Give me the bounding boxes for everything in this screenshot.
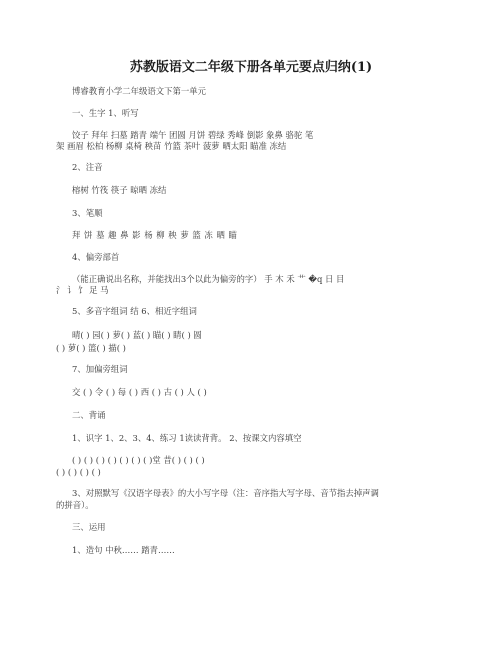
document-title: 苏教版语文二年级下册各单元要点归纳(1) <box>129 60 373 75</box>
pinyin-words: 榕树 竹筏 筷子 晾晒 冻结 <box>72 185 167 195</box>
dictation-line-2: 架 画眉 松柏 杨柳 桌椅 秧苗 竹篮 茶叶 菠萝 晒太阳 瞄准 冻结 <box>56 141 287 151</box>
recite-line-3a: 3、对照默写《汉语字母表》的大小写字母（注：音序指大写字母、音节指去掉声调 <box>72 488 379 498</box>
similar-words-line-1: 晴( ) 园( ) 萝( ) 蓝( ) 瞄( ) 睛( ) 圆 <box>72 330 202 340</box>
stroke-order-chars: 拜 饼 墓 趣 鼻 影 杨 柳 秧 萝 篮 冻 晒 瞄 <box>72 230 238 240</box>
similar-words-line-2: ( ) 萝( ) 篮( ) 描( ) <box>56 343 126 353</box>
dictation-line-1: 饺子 拜年 扫墓 踏青 端午 团圆 月饼 碧绿 秀峰 倒影 象鼻 骆驼 笔 <box>72 130 314 140</box>
section-3-heading: 3、笔顺 <box>72 208 103 218</box>
section-5-heading: 5、多音字组词 结 6、相近字组词 <box>72 306 197 316</box>
radical-add-line: 交 ( ) 令 ( ) 每 ( ) 西 ( ) 古 ( ) 人 ( ) <box>72 387 207 397</box>
use-heading: 三、运用 <box>72 522 106 532</box>
subtitle: 博睿教育小学二年级语文下第一单元 <box>72 86 206 96</box>
section-1-heading: 一、生字 1、听写 <box>72 108 139 118</box>
use-line-1: 1、造句 中秋…… 踏青…… <box>72 545 175 555</box>
radicals-line-2: 氵 讠 饣 足 马 <box>56 285 109 295</box>
recite-line-3b: 的拼音）。 <box>56 500 94 510</box>
blanks-line-2: ( ) ( ) ( ) ( ) <box>56 467 101 477</box>
blanks-line-1: ( ) ( ) ( ) ( ) ( ) ( ) ( )堂 昔( ) ( ) ( ) <box>72 455 205 465</box>
section-7-heading: 7、加偏旁组词 <box>72 364 128 374</box>
section-2-heading: 2、注音 <box>72 162 103 172</box>
section-4-heading: 4、偏旁部首 <box>72 252 120 262</box>
radicals-line-1: （能正确说出名称，并能找出3个以此为偏旁的字） 手 木 禾 艹 �q 日 目 <box>72 274 345 284</box>
recite-heading: 二、背诵 <box>72 410 106 420</box>
recite-line-1: 1、识字 1、2、3、4、练习 1读读背背。 2、按课文内容填空 <box>72 433 302 443</box>
